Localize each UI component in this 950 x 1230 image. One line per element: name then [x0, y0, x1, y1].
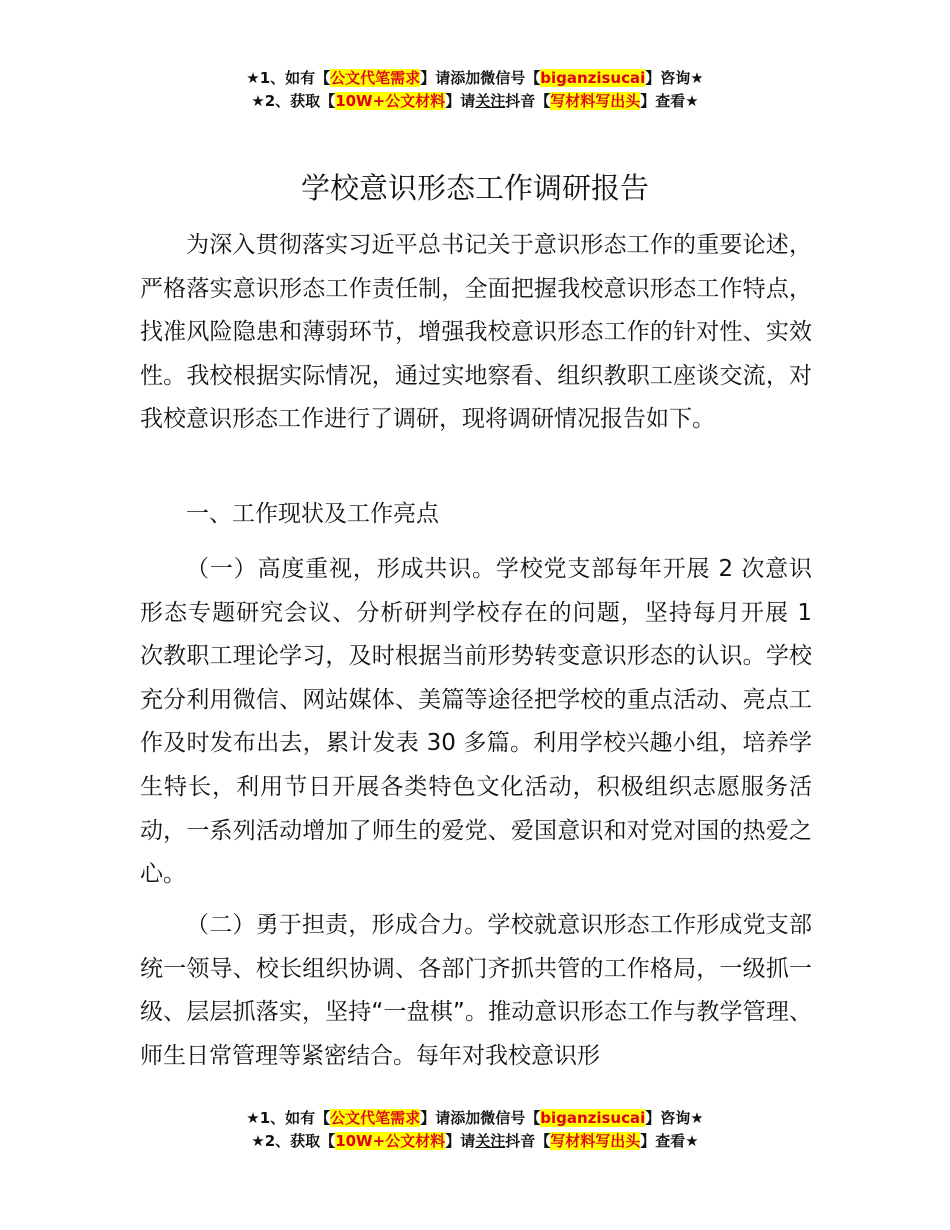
banner-text: 抖音【	[505, 1132, 551, 1150]
intro-paragraph: 为深入贯彻落实习近平总书记关于意识形态工作的重要论述，严格落实意识形态工作责任制，全面把握我校意识形态工作特点，找准风险隐患和薄弱环节，增强我校意识形态工作的针对性、实效性。我校根据实际情况，通过实地察看、组织教职工座谈交流，对我校意识形态工作进行了调研，现将调研情况报告如下。	[140, 232, 812, 433]
intro-block	[140, 224, 812, 442]
banner-text: ★2、获取【	[251, 92, 336, 110]
footer-banner-line-2	[0, 1130, 950, 1153]
paragraph-block-1	[140, 548, 812, 897]
section-heading: 一、工作现状及工作亮点	[186, 501, 439, 527]
header-banner-line-1	[0, 67, 950, 90]
highlight-wechat-id: biganzisucai	[540, 69, 646, 87]
banner-text: 抖音【	[505, 92, 551, 110]
body-paragraph-1: （一）高度重视，形成共识。学校党支部每年开展 2 次意识形态专题研究会议、分析研判学校存在的问题，坚持每月开展 1 次教职工理论学习，及时根据当前形势转变意识形态的认识。学校充分利用微信、网站媒体、美篇等途径把学校的重点活动、亮点工作及时发布出去，累计发表 30 多篇。利用学校兴趣小组，培养学生特长，利用节日开展各类特色文化活动，积极组织志愿服务活动，一系列活动增加了师生的爱党、爱国意识和对党对国的热爱之心。	[140, 556, 812, 888]
highlight-materials: 10W+公文材料	[335, 1132, 446, 1150]
banner-text: ★2、获取【	[251, 1132, 336, 1150]
highlight-douyin-account: 写材料写出头	[550, 92, 641, 110]
banner-text: 】请	[445, 92, 476, 110]
header-banner-line-2	[0, 90, 950, 113]
document-title: 学校意识形态工作调研报告	[300, 171, 649, 205]
paragraph-block-2	[140, 904, 812, 1078]
highlight-service: 公文代笔需求	[330, 69, 421, 87]
underlined-follow: 关注	[475, 92, 506, 110]
highlight-materials: 10W+公文材料	[335, 92, 446, 110]
banner-text: 】请	[445, 1132, 476, 1150]
banner-text: 】咨询★	[645, 1109, 704, 1127]
banner-text: 】查看★	[640, 92, 699, 110]
highlight-douyin-account: 写材料写出头	[550, 1132, 641, 1150]
highlight-service: 公文代笔需求	[330, 1109, 421, 1127]
footer-banner	[0, 1107, 950, 1153]
footer-banner-line-1	[0, 1107, 950, 1130]
banner-text: 】咨询★	[645, 69, 704, 87]
header-banner	[0, 67, 950, 113]
banner-text: ★1、如有【	[246, 1109, 331, 1127]
banner-text: 】查看★	[640, 1132, 699, 1150]
banner-text: ★1、如有【	[246, 69, 331, 87]
banner-text: 】请添加微信号【	[420, 1109, 541, 1127]
underlined-follow: 关注	[475, 1132, 506, 1150]
banner-text: 】请添加微信号【	[420, 69, 541, 87]
highlight-wechat-id: biganzisucai	[540, 1109, 646, 1127]
section-heading-block	[140, 493, 812, 537]
body-paragraph-2: （二）勇于担责，形成合力。学校就意识形态工作形成党支部统一领导、校长组织协调、各部门齐抓共管的工作格局，一级抓一级、层层抓落实，坚持“一盘棋”。推动意识形态工作与教学管理、师生日常管理等紧密结合。每年对我校意识形	[140, 912, 812, 1069]
